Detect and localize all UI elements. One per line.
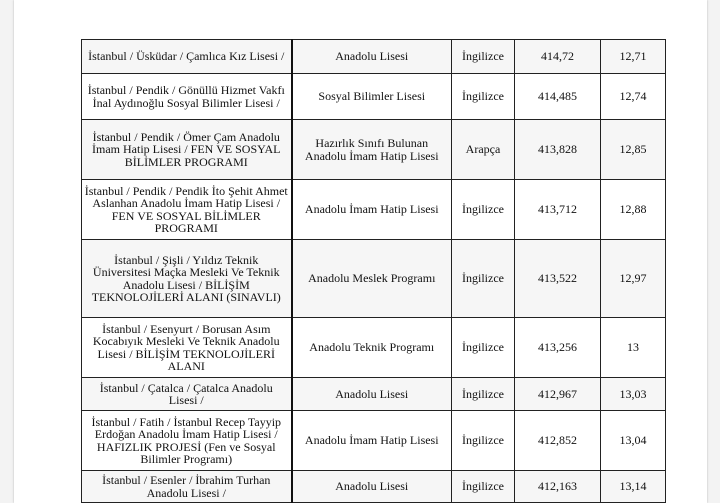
score-cell: 412,852 [515,411,601,471]
percentile-cell: 13,03 [601,378,666,411]
school-type-cell: Anadolu Lisesi [292,40,452,74]
school-cell: İstanbul / Pendik / Gönüllü Hizmet Vakfı İnal Aydınoğlu Sosyal Bilimler Lisesi / [82,74,292,120]
score-cell: 412,967 [515,378,601,411]
school-type-cell: Anadolu Teknik Programı [292,318,452,378]
language-cell: Arapça [452,120,515,180]
score-cell: 414,72 [515,40,601,74]
table-row [82,378,666,411]
table-row [82,318,666,378]
score-cell: 413,522 [515,240,601,318]
language-cell: İngilizce [452,40,515,74]
table-row [82,180,666,240]
school-cell: İstanbul / Üsküdar / Çamlıca Kız Lisesi / [82,40,292,74]
document-page [14,0,707,503]
score-cell: 413,828 [515,120,601,180]
table-row [82,40,666,74]
school-type-cell: Anadolu Lisesi [292,471,452,503]
school-cell: İstanbul / Esenyurt / Borusan Asım Kocabıyık Mesleki Ve Teknik Anadolu Lisesi / BİLİŞİM TEKNOLOJİLERİ ALANI [82,318,292,378]
school-type-cell: Anadolu Lisesi [292,378,452,411]
school-type-cell: Anadolu İmam Hatip Lisesi [292,411,452,471]
percentile-cell: 12,71 [601,40,666,74]
language-cell: İngilizce [452,240,515,318]
percentile-cell: 13 [601,318,666,378]
school-results-table [81,39,666,503]
school-cell: İstanbul / Pendik / Pendik İto Şehit Ahmet Aslanhan Anadolu İmam Hatip Lisesi / FEN VE SOSYAL BİLİMLER PROGRAMI [82,180,292,240]
language-cell: İngilizce [452,318,515,378]
score-cell: 413,712 [515,180,601,240]
school-type-cell: Hazırlık Sınıfı Bulunan Anadolu İmam Hatip Lisesi [292,120,452,180]
score-cell: 414,485 [515,74,601,120]
language-cell: İngilizce [452,378,515,411]
table-row [82,74,666,120]
school-type-cell: Anadolu İmam Hatip Lisesi [292,180,452,240]
language-cell: İngilizce [452,180,515,240]
percentile-cell: 12,74 [601,74,666,120]
score-cell: 412,163 [515,471,601,503]
score-cell: 413,256 [515,318,601,378]
percentile-cell: 12,88 [601,180,666,240]
percentile-cell: 12,85 [601,120,666,180]
table-row [82,411,666,471]
table-row [82,240,666,318]
school-cell: İstanbul / Çatalca / Çatalca Anadolu Lisesi / [82,378,292,411]
school-type-cell: Anadolu Meslek Programı [292,240,452,318]
language-cell: İngilizce [452,74,515,120]
table-row [82,120,666,180]
school-type-cell: Sosyal Bilimler Lisesi [292,74,452,120]
language-cell: İngilizce [452,411,515,471]
percentile-cell: 13,14 [601,471,666,503]
school-cell: İstanbul / Fatih / İstanbul Recep Tayyip Erdoğan Anadolu İmam Hatip Lisesi / HAFIZLIK PROJESİ (Fen ve Sosyal Bilimler Programı) [82,411,292,471]
school-cell: İstanbul / Esenler / İbrahim Turhan Anadolu Lisesi / [82,471,292,503]
school-cell: İstanbul / Pendik / Ömer Çam Anadolu İmam Hatip Lisesi / FEN VE SOSYAL BİLİMLER PROGRAMI [82,120,292,180]
table-row [82,471,666,503]
school-cell: İstanbul / Şişli / Yıldız Teknik Üniversitesi Maçka Mesleki Ve Teknik Anadolu Lisesi / BİLİŞİM TEKNOLOJİLERİ ALANI (SINAVLI) [82,240,292,318]
percentile-cell: 12,97 [601,240,666,318]
percentile-cell: 13,04 [601,411,666,471]
language-cell: İngilizce [452,471,515,503]
